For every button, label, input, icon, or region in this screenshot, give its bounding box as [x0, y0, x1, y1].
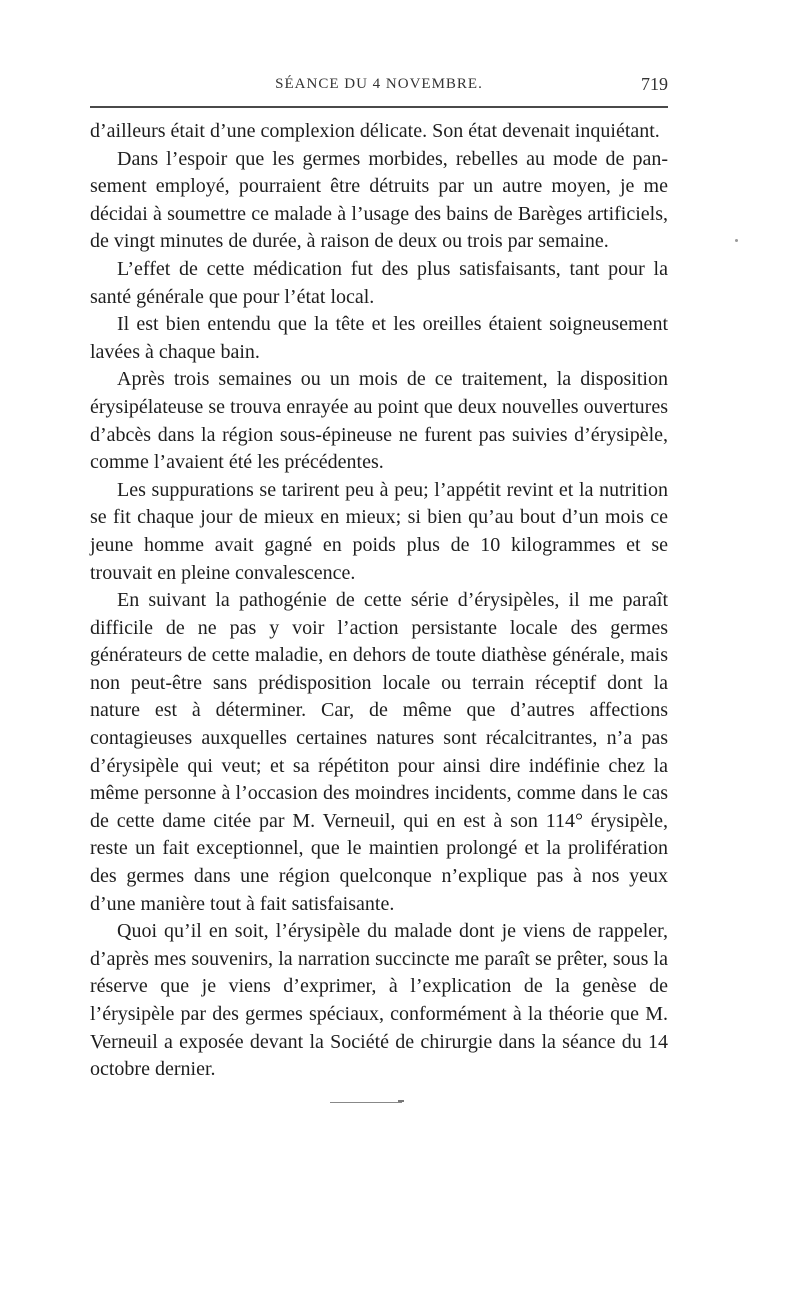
paragraph-6: Les suppurations se tarirent peu à peu; l’appétit revint et la nutrition se fit chaque jour de mieux en mieux; si bien qu’au bout d’un mois ce jeune homme avait gagné en poids plus de 10 kilogrammes et se trouvait en pleine convalescence.	[90, 478, 668, 584]
paragraph-4: Il est bien entendu que la tête et les oreilles étaient soigneusement lavées à chaque bain.	[90, 313, 668, 363]
paragraph-3: L’effet de cette médication fut des plus satisfaisants, tant pour la santé générale que pour l’état local.	[90, 257, 668, 308]
header-rule	[90, 106, 668, 108]
margin-speck	[735, 239, 738, 242]
end-mark	[330, 1102, 402, 1103]
paragraph-2: Dans l’espoir que les germes morbides, rebelles au mode de pansement employé, pourraient être détruits par un autre moyen, je me décidai à soumettre ce malade à l’usage des bains de Barèges artificiels, de vingt minutes de durée, à raison de deux ou trois par semaine.	[90, 147, 668, 253]
running-head: SÉANCE DU 4 NOVEMBRE.	[275, 76, 483, 92]
page-header	[90, 76, 668, 100]
paragraph-5: Après trois semaines ou un mois de ce traitement, la disposition érysipélateuse se trouva enrayée au point que deux nouvelles ouvertures d’abcès dans la région sous-épineuse ne furent pas suivies d’érysipèle, comme l’avaient été les précédentes.	[90, 368, 668, 474]
body-text	[90, 118, 668, 1084]
paragraph-8: Quoi qu’il en soit, l’érysipèle du malade dont je viens de rappeler, d’après mes souvenirs, la narration succincte me paraît se prêter, sous la réserve que je viens d’exprimer, à l’explication de la genèse de l’érysipèle par des germes spéciaux, conformément à la théorie que M. Verneuil a exposée devant la Société de chirurgie dans la séance du 14 octobre dernier.	[90, 920, 668, 1081]
paragraph-1: d’ailleurs était d’une complexion délicate. Son état devenait inquiétant.	[90, 120, 660, 142]
paragraph-7: En suivant la pathogénie de cette série d’érysipèles, il me paraît difficile de ne pas y voir l’action persistante locale des germes générateurs de cette maladie, en dehors de toute diathèse générale, mais non peut-être sans prédisposition locale ou terrain réceptif dont la nature est à déterminer. Car, de même que d’autres affections contagieuses auxquelles certaines natures sont récalcitrantes, n’a pas d’érysipèle qui veut; et sa répétiton pour ainsi dire indéfinie chez la même personne à l’occasion des moindres incidents, comme dans le cas de cette dame citée par M. Verneuil, qui en est à son 114° érysipèle, reste un fait exceptionnel, que le maintien prolongé et la prolifération des germes dans une région quelconque n’explique pas à nos yeux d’une manière tout à fait satisfaisante.	[90, 589, 668, 915]
page-number: 719	[641, 74, 668, 94]
